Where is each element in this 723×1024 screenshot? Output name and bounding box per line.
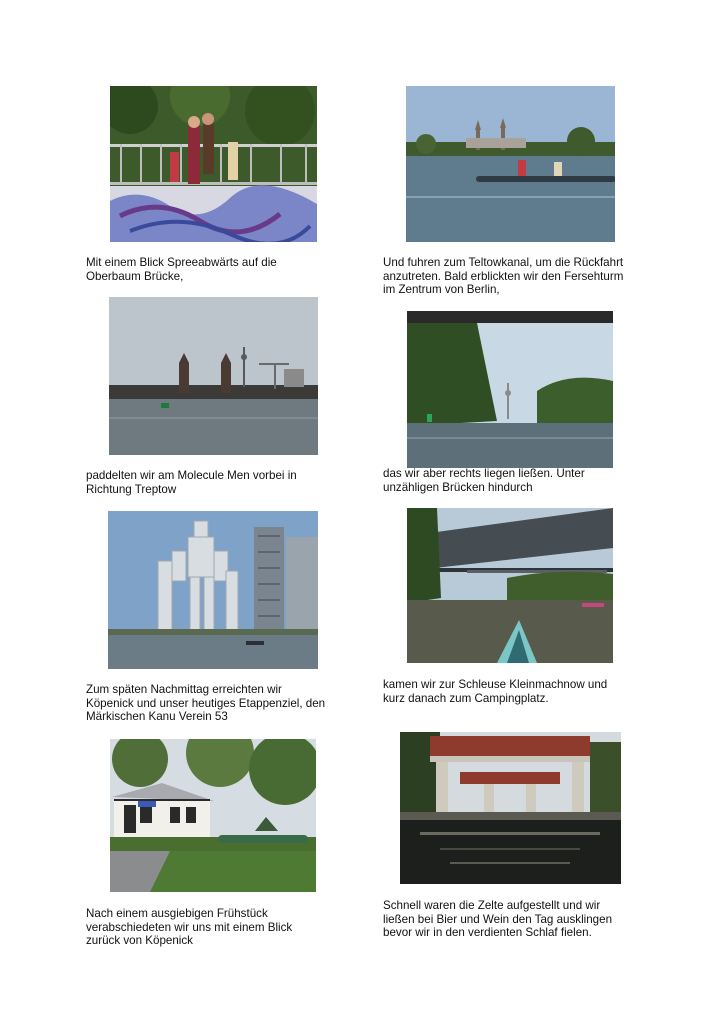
caption-7: Nach einem ausgiebigen Frühstück verabschiedeten wir uns mit einem Blick zurück von Köpenick — [86, 907, 293, 948]
photo-big-bridge-kayak — [407, 508, 613, 663]
photo-lock-kleinmachnow — [400, 732, 621, 884]
caption-4: das wir aber rechts liegen ließen. Unter unzähligen Brücken hindurch — [383, 467, 585, 494]
photo-river-skyline-kayaks — [406, 86, 615, 242]
caption-2: Und fuhren zum Teltowkanal, um die Rückfahrt anzutreten. Bald erblickten wir den Fersehturm im Zentrum von Berlin, — [383, 256, 624, 297]
caption-8: Schnell waren die Zelte aufgestellt und wir ließen bei Bier und Wein den Tag ausklingen bevor wir in den verdienten Schlaf fielen. — [383, 899, 613, 940]
caption-5: Zum späten Nachmittag erreichten wir Köpenick und unser heutiges Etappenziel, den Märkischen Kanu Verein 53 — [86, 683, 326, 724]
caption-3: paddelten wir am Molecule Men vorbei in Richtung Treptow — [86, 469, 297, 496]
caption-6: kamen wir zur Schleuse Kleinmachnow und kurz danach zum Campingplatz. — [383, 678, 608, 705]
photo-molecule-men — [108, 511, 318, 669]
photo-canoe-club-house — [110, 739, 316, 892]
caption-1: Mit einem Blick Spreeabwärts auf die Oberbaum Brücke, — [86, 256, 277, 283]
photo-bridge-railing — [110, 86, 317, 242]
photo-oberbaum-bridge — [109, 297, 318, 455]
photo-river-under-bridge — [407, 311, 613, 468]
